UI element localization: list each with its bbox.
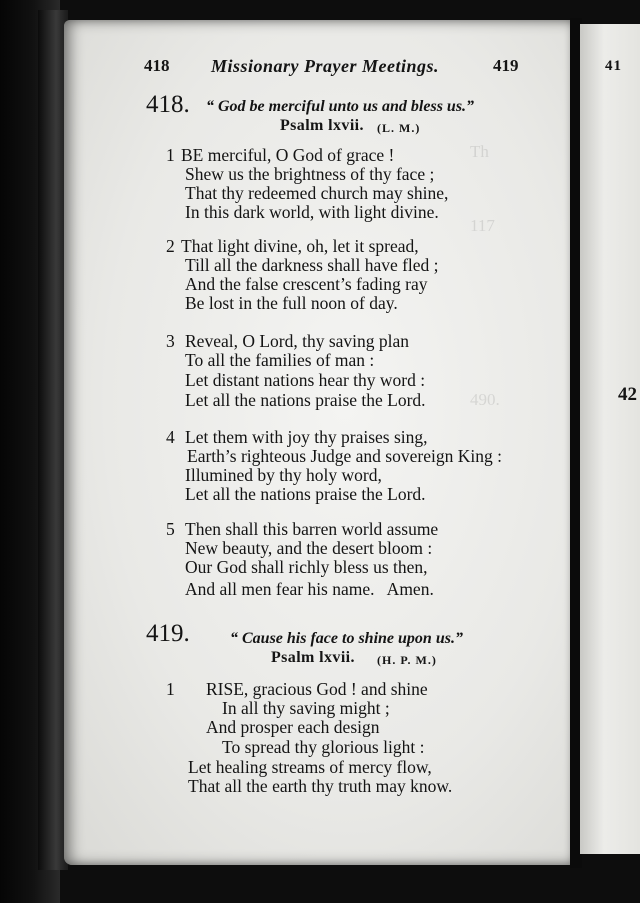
- facing-page-hymn-number: 42: [618, 384, 637, 405]
- show-through: 117: [470, 216, 495, 235]
- hymn-meter: (L. M.): [377, 121, 421, 135]
- verse-line: RISE, gracious God ! and shine: [206, 679, 428, 699]
- verse-number: 2: [166, 236, 175, 256]
- verse-line: Earth’s righteous Judge and sovereign King :: [187, 446, 502, 466]
- psalm-reference: Psalm lxvii.: [271, 649, 355, 666]
- running-title: Missionary Prayer Meetings.: [211, 56, 440, 76]
- verse-line: Reveal, O Lord, thy saving plan: [185, 331, 410, 351]
- hymn-meter: (H. P. M.): [377, 653, 437, 667]
- verse-line: And all men fear his name. Amen.: [185, 579, 434, 599]
- verse-line: Let healing streams of mercy flow,: [188, 757, 432, 777]
- verse-number: 1: [166, 679, 175, 699]
- verse-line: To all the families of man :: [185, 350, 375, 370]
- verse-line: Then shall this barren world assume: [185, 519, 439, 539]
- verse-line: That thy redeemed church may shine,: [185, 183, 449, 203]
- verse-line: Let all the nations praise the Lord.: [185, 484, 426, 504]
- verse-line: Our God shall richly bless us then,: [185, 557, 428, 577]
- verse-number: 1: [166, 145, 175, 165]
- hymn-number: 419.: [146, 620, 190, 647]
- verse-line: Be lost in the full noon of day.: [185, 293, 398, 313]
- verse-number: 5: [166, 519, 175, 539]
- verse-line: BE merciful, O God of grace !: [181, 145, 395, 165]
- verse-line: Illumined by thy holy word,: [185, 465, 382, 485]
- verse-line: In this dark world, with light divine.: [185, 202, 439, 222]
- verse-line: Let them with joy thy praises sing,: [185, 427, 428, 447]
- verse-line: And prosper each design: [206, 717, 380, 737]
- psalm-reference: Psalm lxvii.: [280, 117, 364, 134]
- hymn-motto: “ God be merciful unto us and bless us.”: [206, 98, 475, 115]
- verse-line: In all thy saving might ;: [222, 698, 390, 718]
- verse-line: New beauty, and the desert bloom :: [185, 538, 433, 558]
- verse-line: To spread thy glorious light :: [222, 737, 425, 757]
- verse-line: Till all the darkness shall have fled ;: [185, 255, 439, 275]
- show-through: Th: [470, 142, 489, 161]
- page-number-left: 418: [144, 56, 170, 75]
- verse-line: That all the earth thy truth may know.: [188, 776, 453, 796]
- facing-page-edge: [580, 24, 640, 854]
- verse-number: 4: [166, 427, 175, 447]
- facing-page-header: 41: [605, 58, 622, 74]
- verse-line: Let distant nations hear thy word :: [185, 370, 426, 390]
- page-number-right: 419: [493, 56, 519, 75]
- verse-line: Let all the nations praise the Lord.: [185, 390, 426, 410]
- hymn-number: 418.: [146, 91, 190, 118]
- verse-line: Shew us the brightness of thy face ;: [185, 164, 435, 184]
- verse-line: That light divine, oh, let it spread,: [181, 236, 419, 256]
- hymn-motto: “ Cause his face to shine upon us.”: [230, 630, 463, 647]
- verse-number: 3: [166, 331, 175, 351]
- show-through: 490.: [470, 390, 500, 409]
- verse-line: And the false crescent’s fading ray: [185, 274, 428, 294]
